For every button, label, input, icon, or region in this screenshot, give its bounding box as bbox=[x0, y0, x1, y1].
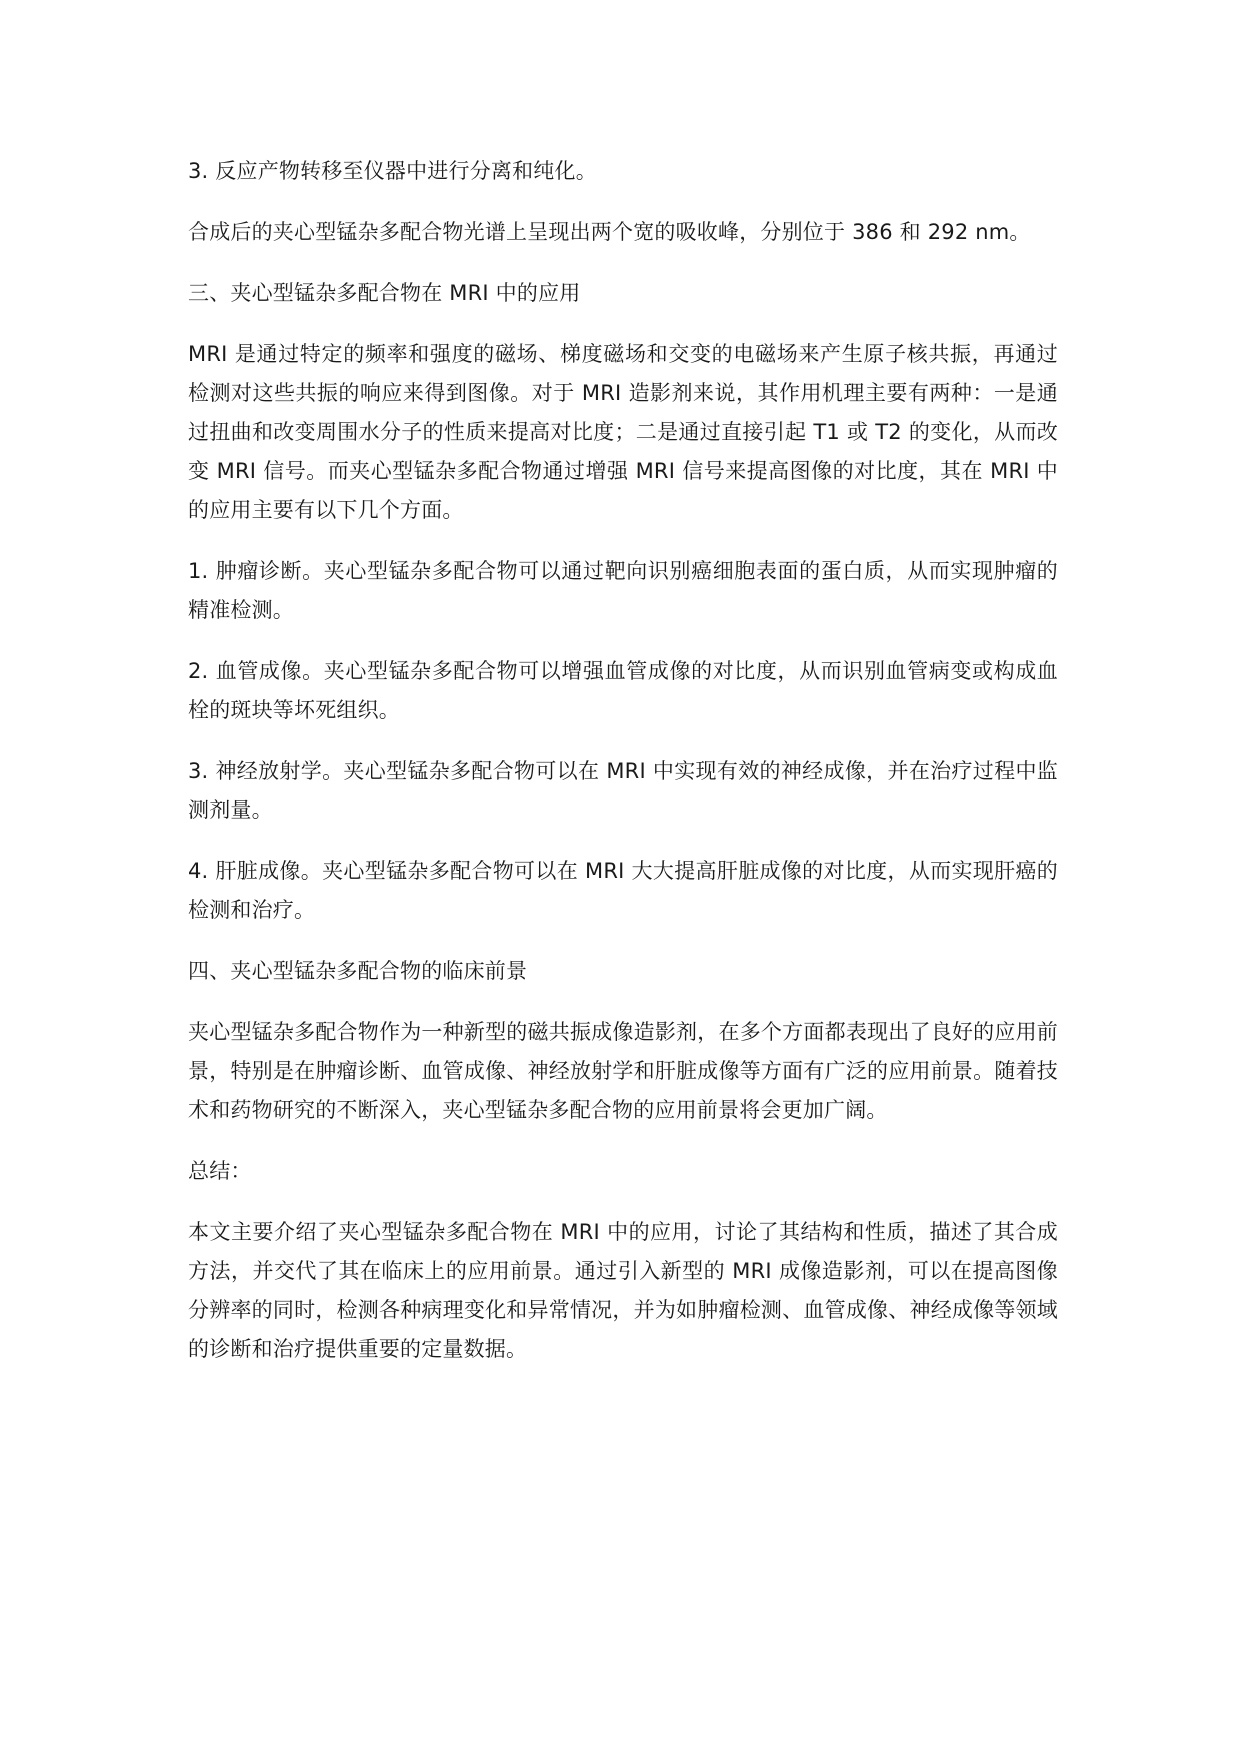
liver-imaging-paragraph: 4. 肝脏成像。夹心型锰杂多配合物可以在 MRI 大大提高肝脏成像的对比度，从而实现肝癌的检测和治疗。 bbox=[188, 859, 1058, 922]
absorption-paragraph: 合成后的夹心型锰杂多配合物光谱上呈现出两个宽的吸收峰，分别位于 386 和 292 nm。 bbox=[188, 220, 1031, 244]
mri-principle-paragraph: MRI 是通过特定的频率和强度的磁场、梯度磁场和交变的电磁场来产生原子核共振，再通过检测对这些共振的响应来得到图像。对于 MRI 造影剂来说，其作用机理主要有两种：一是通过扭曲和改变周围水分子的性质来提高对比度；二是通过直接引起 T1 或 T2 的变化，从而改变 MRI 信号。而夹心型锰杂多配合物通过增强 MRI 信号来提高图像的对比度，其在 MRI 中的应用主要有以下几个方面。 bbox=[188, 342, 1058, 522]
summary-paragraph: 本文主要介绍了夹心型锰杂多配合物在 MRI 中的应用，讨论了其结构和性质，描述了其合成方法，并交代了其在临床上的应用前景。通过引入新型的 MRI 成像造影剂，可以在提高图像分辨率的同时，检测各种病理变化和异常情况，并为如肿瘤检测、血管成像、神经成像等领域的诊断和治疗提供重要的定量数据。 bbox=[188, 1220, 1058, 1361]
neuroradiology-paragraph: 3. 神经放射学。夹心型锰杂多配合物可以在 MRI 中实现有效的神经成像，并在治疗过程中监测剂量。 bbox=[188, 759, 1058, 822]
section-3-heading: 三、夹心型锰杂多配合物在 MRI 中的应用 bbox=[188, 281, 581, 305]
clinical-prospect-paragraph: 夹心型锰杂多配合物作为一种新型的磁共振成像造影剂，在多个方面都表现出了良好的应用前景，特别是在肿瘤诊断、血管成像、神经放射学和肝脏成像等方面有广泛的应用前景。随着技术和药物研究的不断深入，夹心型锰杂多配合物的应用前景将会更加广阔。 bbox=[188, 1020, 1058, 1122]
section-4-heading: 四、夹心型锰杂多配合物的临床前景 bbox=[188, 959, 528, 983]
summary-heading: 总结： bbox=[188, 1159, 252, 1183]
step-3-paragraph: 3. 反应产物转移至仪器中进行分离和纯化。 bbox=[188, 159, 597, 183]
vascular-imaging-paragraph: 2. 血管成像。夹心型锰杂多配合物可以增强血管成像的对比度，从而识别血管病变或构成血栓的斑块等坏死组织。 bbox=[188, 659, 1058, 722]
tumor-diagnosis-paragraph: 1. 肿瘤诊断。夹心型锰杂多配合物可以通过靶向识别癌细胞表面的蛋白质，从而实现肿瘤的精准检测。 bbox=[188, 559, 1058, 622]
document-body bbox=[188, 152, 1058, 1391]
